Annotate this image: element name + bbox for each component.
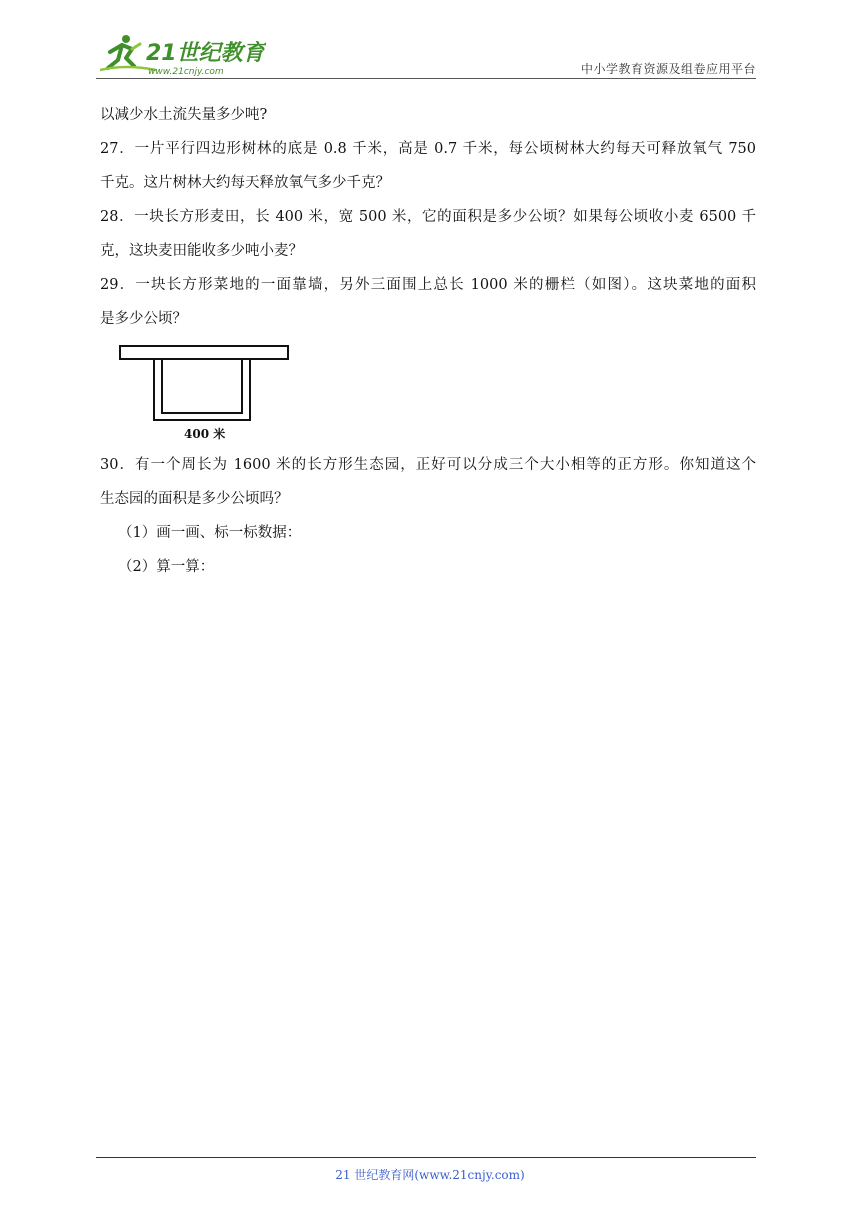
fence-outer (154, 359, 250, 420)
footer-link[interactable]: 21 世纪教育网(www.21cnjy.com) (335, 1168, 525, 1182)
fence-length-label: 400 米 (184, 427, 226, 441)
header-divider (96, 78, 756, 79)
fence-inner (162, 359, 242, 413)
question-28-line-2: 克，这块麦田能收多少吨小麦？ (100, 243, 303, 259)
wall-rect (120, 346, 288, 359)
footer-divider (96, 1157, 756, 1158)
text-line: 以减少水土流失量多少吨? (100, 107, 268, 123)
logo-url: www.21cnjy.com (148, 67, 224, 77)
question-29-line-1: 29．一块长方形菜地的一面靠墙，另外三面围上总长 1000 米的栅栏（如图）。这块菜地的面积 (100, 277, 756, 293)
question-30-subitem-2: （2）算一算： (118, 559, 215, 575)
fence-diagram-svg (118, 344, 298, 444)
question-29-line-2: 是多少公顷？ (100, 311, 187, 327)
header-platform-label: 中小学教育资源及组卷应用平台 (580, 62, 756, 76)
question-28-line-1: 28．一块长方形麦田，长 400 米，宽 500 米，它的面积是多少公顷？如果每公顷收小麦 6500 千 (100, 209, 756, 225)
question-30-line-2: 生态园的面积是多少公顷吗？ (100, 491, 289, 507)
logo-21cnjy-icon (96, 30, 266, 78)
fence-diagram (100, 336, 760, 448)
document-body (100, 98, 756, 584)
page-header (96, 30, 756, 80)
question-27-line-1: 27．一片平行四边形树林的底是 0.8 千米，高是 0.7 千米，每公顷树林大约每天可释放氧气 750 (100, 141, 756, 157)
logo-text: 21世纪教育 (146, 41, 265, 66)
question-30-subitem-1: （1）画一画、标一标数据： (118, 525, 302, 541)
question-27-line-2: 千克。这片树林大约每天释放氧气多少千克？ (100, 175, 390, 191)
question-30-line-1: 30．有一个周长为 1600 米的长方形生态园，正好可以分成三个大小相等的正方形。你知道这个 (100, 457, 756, 473)
